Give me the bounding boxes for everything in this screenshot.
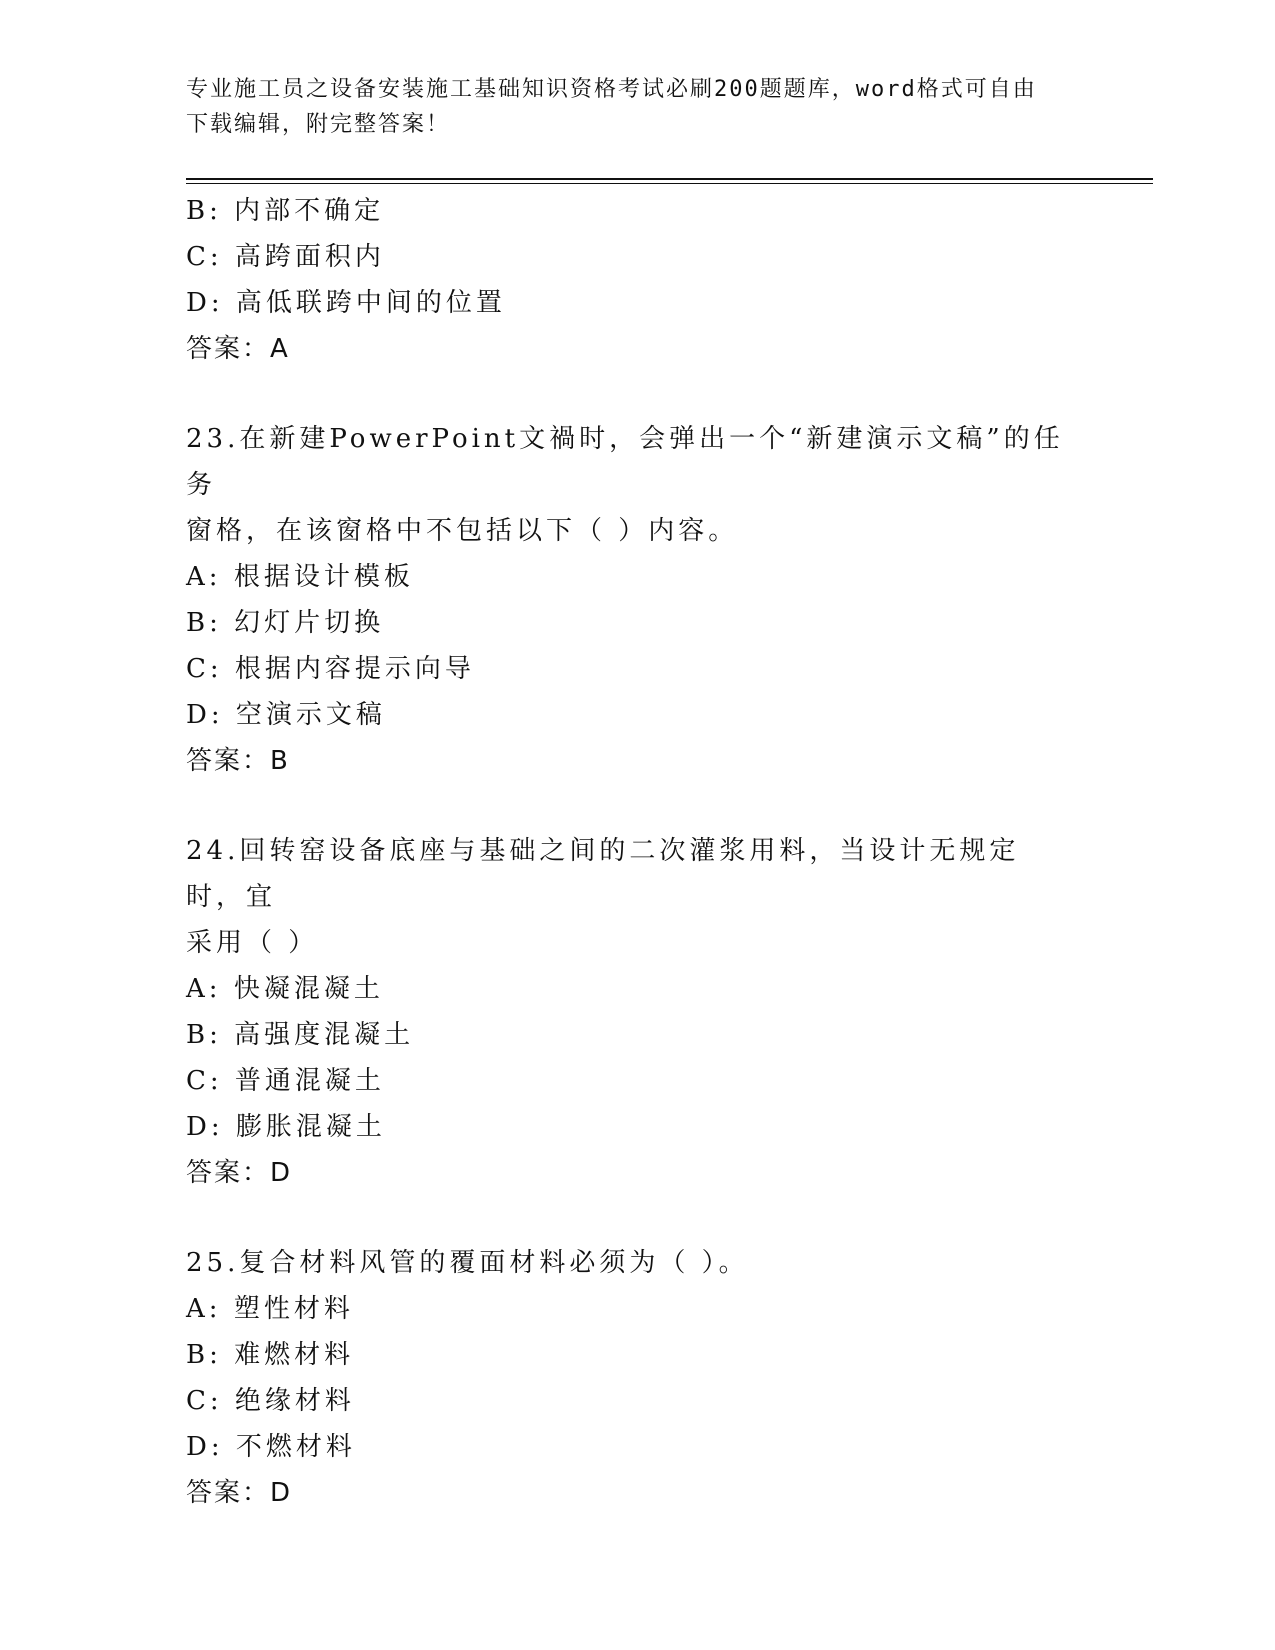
question-stem: 24.回转窑设备底座与基础之间的二次灌浆用料，当设计无规定时，宜 采用（ ） — [186, 836, 1020, 958]
option-d: D: 膨胀混凝土 — [186, 1112, 386, 1142]
header-rule-thin — [186, 183, 1153, 184]
question-23 — [186, 416, 1086, 784]
option-c: C: 普通混凝土 — [186, 1066, 385, 1096]
option-b: B: 难燃材料 — [186, 1340, 355, 1370]
option-d: D: 高低联跨中间的位置 — [186, 288, 506, 318]
document-header — [186, 72, 1086, 142]
option-a: A: 塑性材料 — [186, 1294, 354, 1324]
question-list — [186, 188, 1086, 1516]
question-25 — [186, 1240, 1086, 1516]
answer: 答案：D — [186, 1158, 293, 1188]
option-d: D: 不燃材料 — [186, 1432, 356, 1462]
question-stem: 23.在新建PowerPoint文禍时，会弹出一个“新建演示文稿”的任务 窗格，在该窗格中不包括以下（ ）内容。 — [186, 424, 1064, 546]
answer: 答案：B — [186, 746, 290, 776]
answer: 答案：D — [186, 1478, 293, 1508]
header-rule-thick — [186, 178, 1153, 180]
partial-question — [186, 188, 1086, 372]
question-24 — [186, 828, 1086, 1196]
header-line-1: 专业施工员之设备安装施工基础知识资格考试必刷200题题库，word格式可自由 — [186, 77, 1037, 102]
option-b: B: 内部不确定 — [186, 196, 385, 226]
header-line-2: 下载编辑，附完整答案！ — [186, 112, 451, 137]
option-c: C: 高跨面积内 — [186, 242, 385, 272]
option-a: A: 快凝混凝土 — [186, 974, 384, 1004]
answer: 答案：A — [186, 334, 290, 364]
option-a: A: 根据设计模板 — [186, 562, 414, 592]
option-b: B: 幻灯片切换 — [186, 608, 385, 638]
option-b: B: 高强度混凝土 — [186, 1020, 415, 1050]
option-d: D: 空演示文稿 — [186, 700, 386, 730]
option-c: C: 根据内容提示向导 — [186, 654, 475, 684]
option-c: C: 绝缘材料 — [186, 1386, 355, 1416]
question-stem: 25.复合材料风管的覆面材料必须为（ ）。 — [186, 1248, 749, 1278]
